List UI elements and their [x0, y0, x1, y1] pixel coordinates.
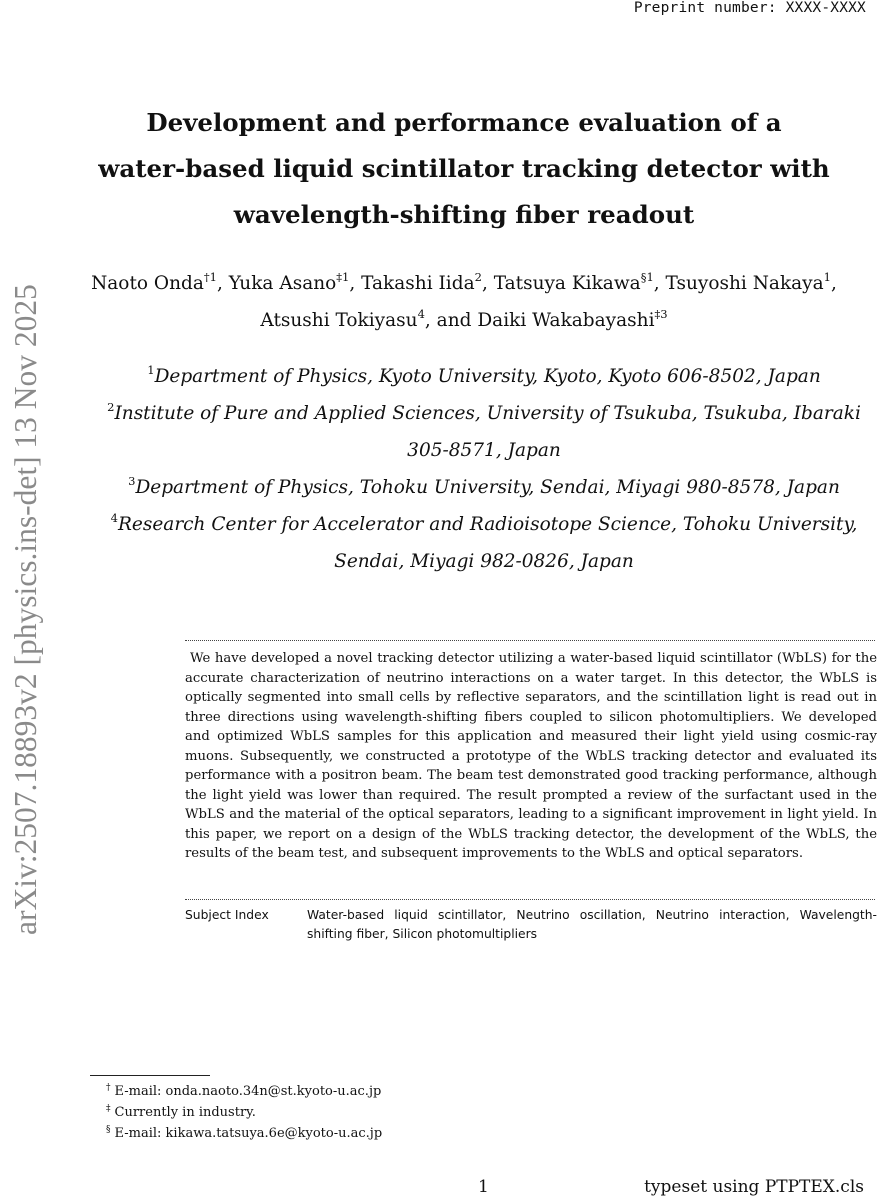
typeset-note: typeset using PTPTEX.cls [644, 1177, 864, 1197]
affiliation-text: Institute of Pure and Applied Sciences, University of Tsukuba, Tsukuba, Ibaraki 305-8571, Japan [114, 403, 861, 461]
footnote-mark: § [106, 1125, 111, 1135]
author-name: Atsushi Tokiyasu [260, 310, 418, 331]
author-affil-mark: 1 [823, 270, 831, 284]
author-affil-mark: ‡3 [654, 307, 668, 321]
title-line: water-based liquid scintillator tracking detector with [98, 154, 830, 183]
affiliation-text: Department of Physics, Kyoto University, Kyoto, Kyoto 606-8502, Japan [154, 366, 821, 387]
footnote-text: E-mail: kikawa.tatsuya.6e@kyoto-u.ac.jp [114, 1126, 383, 1141]
footnote [90, 1123, 790, 1144]
author-affil-mark: 4 [417, 307, 425, 321]
subject-index-keywords: Water-based liquid scintillator, Neutrino oscillation, Neutrino interaction, Wavelength-shifting fiber, Silicon photomultipliers [307, 908, 877, 941]
author-separator: , [216, 273, 229, 294]
arxiv-stamp [6, 235, 43, 935]
author-affil-mark: ‡1 [336, 270, 350, 284]
author-separator: , and [424, 310, 478, 331]
author-affil-mark: †1 [203, 270, 217, 284]
footnotes [90, 1081, 790, 1144]
author-name: Naoto Onda [91, 273, 204, 294]
affiliation-number: 4 [110, 511, 118, 525]
footnote-text: E-mail: onda.naoto.34n@st.kyoto-u.ac.jp [114, 1084, 382, 1099]
footnote-mark: ‡ [106, 1104, 111, 1114]
author-list [60, 265, 868, 339]
subject-index-label: Subject Index [185, 908, 269, 922]
author-affil-mark: 2 [474, 270, 482, 284]
preprint-number: Preprint number: XXXX-XXXX [633, 0, 866, 16]
title-line: Development and performance evaluation of a [146, 108, 782, 137]
arxiv-stamp-text: arXiv:2507.18893v2 [physics.ins-det] 13 Nov 2025 [8, 284, 43, 935]
affiliation [90, 506, 878, 580]
footnote-rule [90, 1075, 210, 1076]
author-separator: , [481, 273, 494, 294]
page-number: 1 [478, 1177, 489, 1197]
abstract-bottom-rule [185, 899, 875, 900]
footnote-mark: † [106, 1083, 111, 1093]
affiliation-text: Research Center for Accelerator and Radioisotope Science, Tohoku University, Sendai, Miyagi 982-0826, Japan [117, 514, 858, 572]
author-separator: , [831, 273, 837, 294]
author-name: Tsuyoshi Nakaya [665, 273, 824, 294]
affiliation-number: 3 [128, 474, 136, 488]
affiliation-number: 2 [107, 400, 115, 414]
abstract-top-rule [185, 640, 875, 641]
affiliation-text: Department of Physics, Tohoku University, Sendai, Miyagi 980-8578, Japan [135, 477, 840, 498]
abstract: We have developed a novel tracking detector utilizing a water-based liquid scintillator (WbLS) for the accurate characterization of neutrino interactions on a water target. In this detector, the WbLS is optically segmented into small cells by reflective separators, and the scintillation light is read out in three directions using wavelength-shifting fibers coupled to silicon photomultipliers. We developed and optimized WbLS samples for this application and measured their light yield using cosmic-ray muons. Subsequently, we constructed a prototype of the WbLS tracking detector and evaluated its performance with a positron beam. The beam test demonstrated good tracking performance, although the light yield was lower than required. The result prompted a review of the surfactant used in the WbLS and the material of the optical separators, leading to a significant improvement in light yield. In this paper, we report on a design of the WbLS tracking detector, the development of the WbLS, the results of the beam test, and subsequent improvements to the WbLS and optical separators. [185, 651, 877, 861]
footnote-text: Currently in industry. [114, 1105, 256, 1120]
author-separator: , [653, 273, 666, 294]
author-name: Tatsuya Kikawa [493, 273, 641, 294]
affiliation [90, 395, 878, 469]
title-line: wavelength-shifting fiber readout [233, 200, 695, 229]
affiliation [90, 469, 878, 506]
affiliation [90, 358, 878, 395]
affiliation-list [90, 358, 878, 580]
author-name: Daiki Wakabayashi [477, 310, 655, 331]
footnote [90, 1081, 790, 1102]
author-name: Takashi Iida [361, 273, 475, 294]
footnote [90, 1102, 790, 1123]
author-name: Yuka Asano [228, 273, 337, 294]
affiliation-number: 1 [147, 363, 155, 377]
author-separator: , [349, 273, 362, 294]
subject-index [185, 906, 877, 944]
author-affil-mark: §1 [640, 270, 654, 284]
paper-title [60, 100, 868, 238]
